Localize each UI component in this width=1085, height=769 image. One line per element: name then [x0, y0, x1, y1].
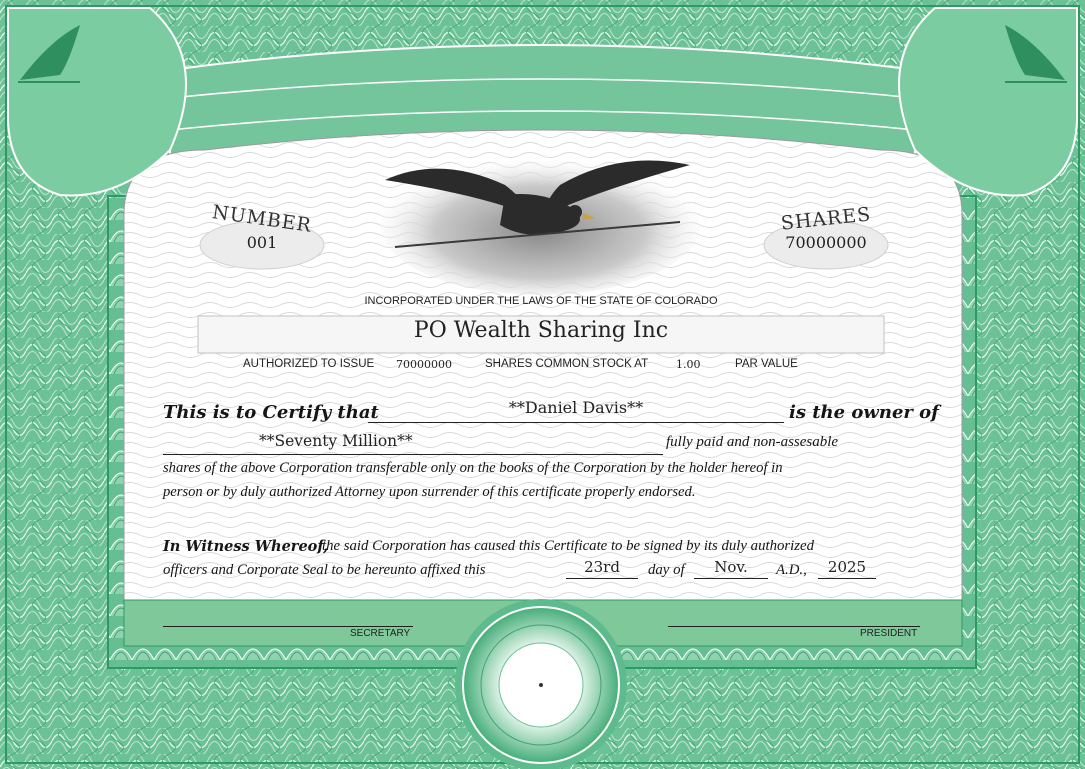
holder-name: **Daniel Davis**: [368, 398, 784, 423]
body-line-1: shares of the above Corporation transferable only on the books of the Corporation by the holder hereof in: [163, 460, 783, 476]
secretary-label: SECRETARY: [350, 628, 411, 639]
witness-line-2: officers and Corporate Seal to be hereunto affixed this: [163, 562, 486, 578]
witness-line-1: the said Corporation has caused this Certificate to be signed by its duly authorized: [322, 538, 814, 554]
president-signature-line: [668, 626, 920, 627]
shares-count: 70000000: [785, 233, 867, 252]
authorized-label: AUTHORIZED TO ISSUE: [243, 358, 375, 370]
certify-text: This is to Certify that: [163, 402, 379, 423]
owner-text: is the owner of: [789, 402, 939, 423]
authorized-shares: 70000000: [396, 358, 452, 371]
month-value: Nov.: [694, 558, 768, 579]
par-amount: 1.00: [676, 358, 701, 371]
day-of-text: day of: [648, 562, 685, 578]
witness-heading: In Witness Whereof,: [163, 538, 329, 555]
incorporation-text: INCORPORATED UNDER THE LAWS OF THE STATE OF COLORADO: [364, 295, 718, 307]
shares-common-label: SHARES COMMON STOCK AT: [485, 358, 649, 370]
shares-in-words: **Seventy Million**: [163, 432, 663, 455]
certificate-number: 001: [246, 233, 278, 252]
secretary-signature-line: [163, 626, 413, 627]
company-name: PO Wealth Sharing Inc: [413, 318, 669, 343]
ad-text: A.D.,: [776, 562, 807, 578]
shares-label: SHARES: [779, 203, 873, 235]
day-value: 23rd: [566, 558, 638, 579]
par-value-label: PAR VALUE: [735, 358, 798, 370]
president-label: PRESIDENT: [860, 628, 918, 639]
year-value: 2025: [818, 558, 876, 579]
fully-paid-text: fully paid and non-assesable: [666, 434, 839, 450]
number-label: NUMBER: [210, 201, 314, 237]
corporate-seal: [455, 599, 627, 769]
body-line-2: person or by duly authorized Attorney upon surrender of this certificate properly endorsed.: [163, 484, 696, 500]
